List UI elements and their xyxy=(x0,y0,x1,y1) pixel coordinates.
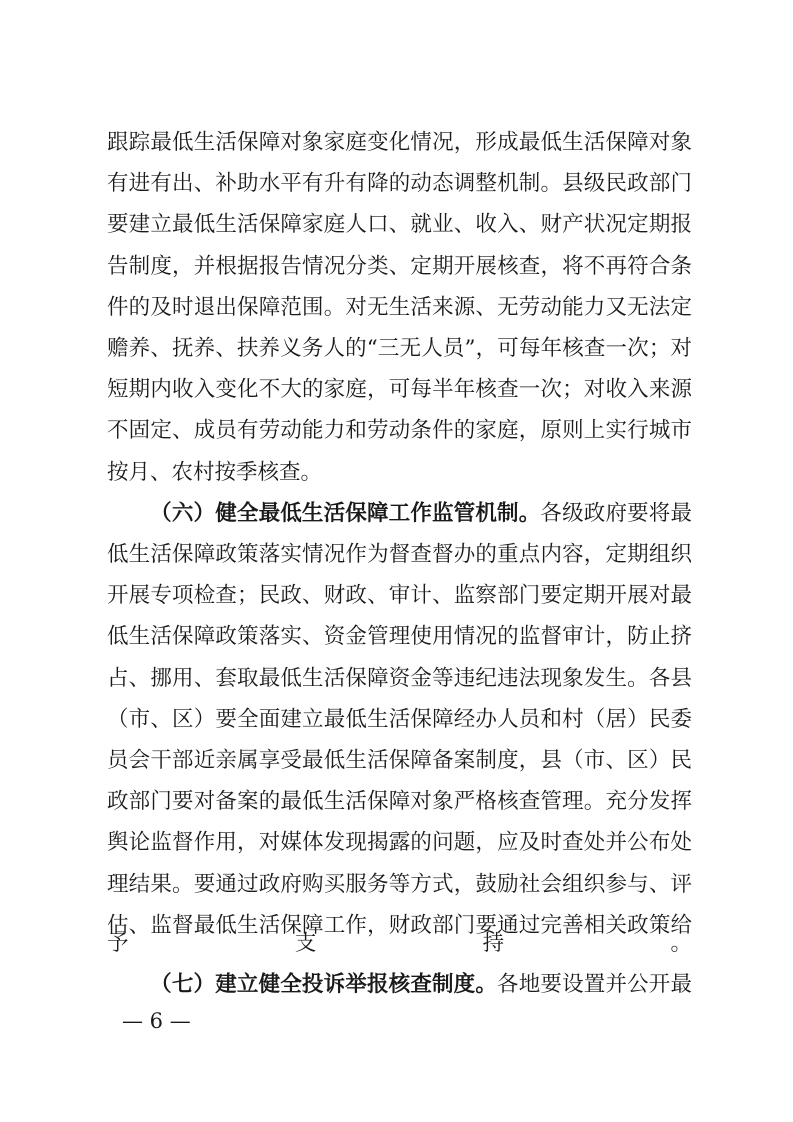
body-text-line: 估、监督最低生活保障工作，财政部门要通过完善相关政策给 xyxy=(107,912,692,938)
body-text-line: 予支持。 xyxy=(107,931,692,956)
body-text-line: 有进有出、补助水平有升有降的动态调整机制。县级民政部门 xyxy=(107,171,692,197)
body-text-line: （市、区）要全面建立最低生活保障经办人员和村（居）民委 xyxy=(107,706,692,732)
body-text-line: 低生活保障政策落实、资金管理使用情况的监督审计，防止挤 xyxy=(107,624,692,650)
body-text-line: 员会干部近亲属享受最低生活保障备案制度，县（市、区）民 xyxy=(107,748,692,773)
body-text-line: 理结果。要通过政府购买服务等方式，鼓励社会组织参与、评 xyxy=(107,871,692,897)
body-text-line: 件的及时退出保障范围。对无生活来源、无劳动能力又无法定 xyxy=(107,294,692,320)
body-text-line: 要建立最低生活保障家庭人口、就业、收入、财产状况定期报 xyxy=(107,212,692,238)
body-text-line: 短期内收入变化不大的家庭，可每半年核查一次；对收入来源 xyxy=(107,377,692,403)
section-7-first-line xyxy=(107,970,692,1000)
section-6-first-line-text: 各级政府要将最 xyxy=(540,500,692,526)
body-text-line: 不固定、成员有劳动能力和劳动条件的家庭，原则上实行城市 xyxy=(107,418,692,444)
section-7-first-line-text: 各地要设置并公开最 xyxy=(497,972,692,997)
body-text-line: 低生活保障政策落实情况作为督查督办的重点内容，定期组织 xyxy=(107,542,692,567)
section-6-first-line xyxy=(107,499,692,529)
body-text-line: 按月、农村按季核查。 xyxy=(107,459,323,485)
body-text-line: 赡养、抚养、扶养义务人的“三无人员”，可每年核查一次；对 xyxy=(107,336,692,361)
body-text-line: 开展专项检查；民政、财政、审计、监察部门要定期开展对最 xyxy=(107,583,692,609)
body-text-line: 政部门要对备案的最低生活保障对象严格核查管理。充分发挥 xyxy=(107,789,692,815)
body-text-line: 告制度，并根据报告情况分类、定期开展核查，将不再符合条 xyxy=(107,253,692,279)
section-6-heading: （六）健全最低生活保障工作监管机制。 xyxy=(150,500,541,526)
body-text-line: 占、挪用、套取最低生活保障资金等违纪违法现象发生。各县 xyxy=(107,665,692,691)
page-number: — 6 — xyxy=(122,1009,191,1033)
body-text-line: 跟踪最低生活保障对象家庭变化情况，形成最低生活保障对象 xyxy=(107,130,692,155)
section-7-heading: （七）建立健全投诉举报核查制度。 xyxy=(150,972,498,997)
body-text-line: 舆论监督作用，对媒体发现揭露的问题，应及时查处并公布处 xyxy=(107,830,692,856)
